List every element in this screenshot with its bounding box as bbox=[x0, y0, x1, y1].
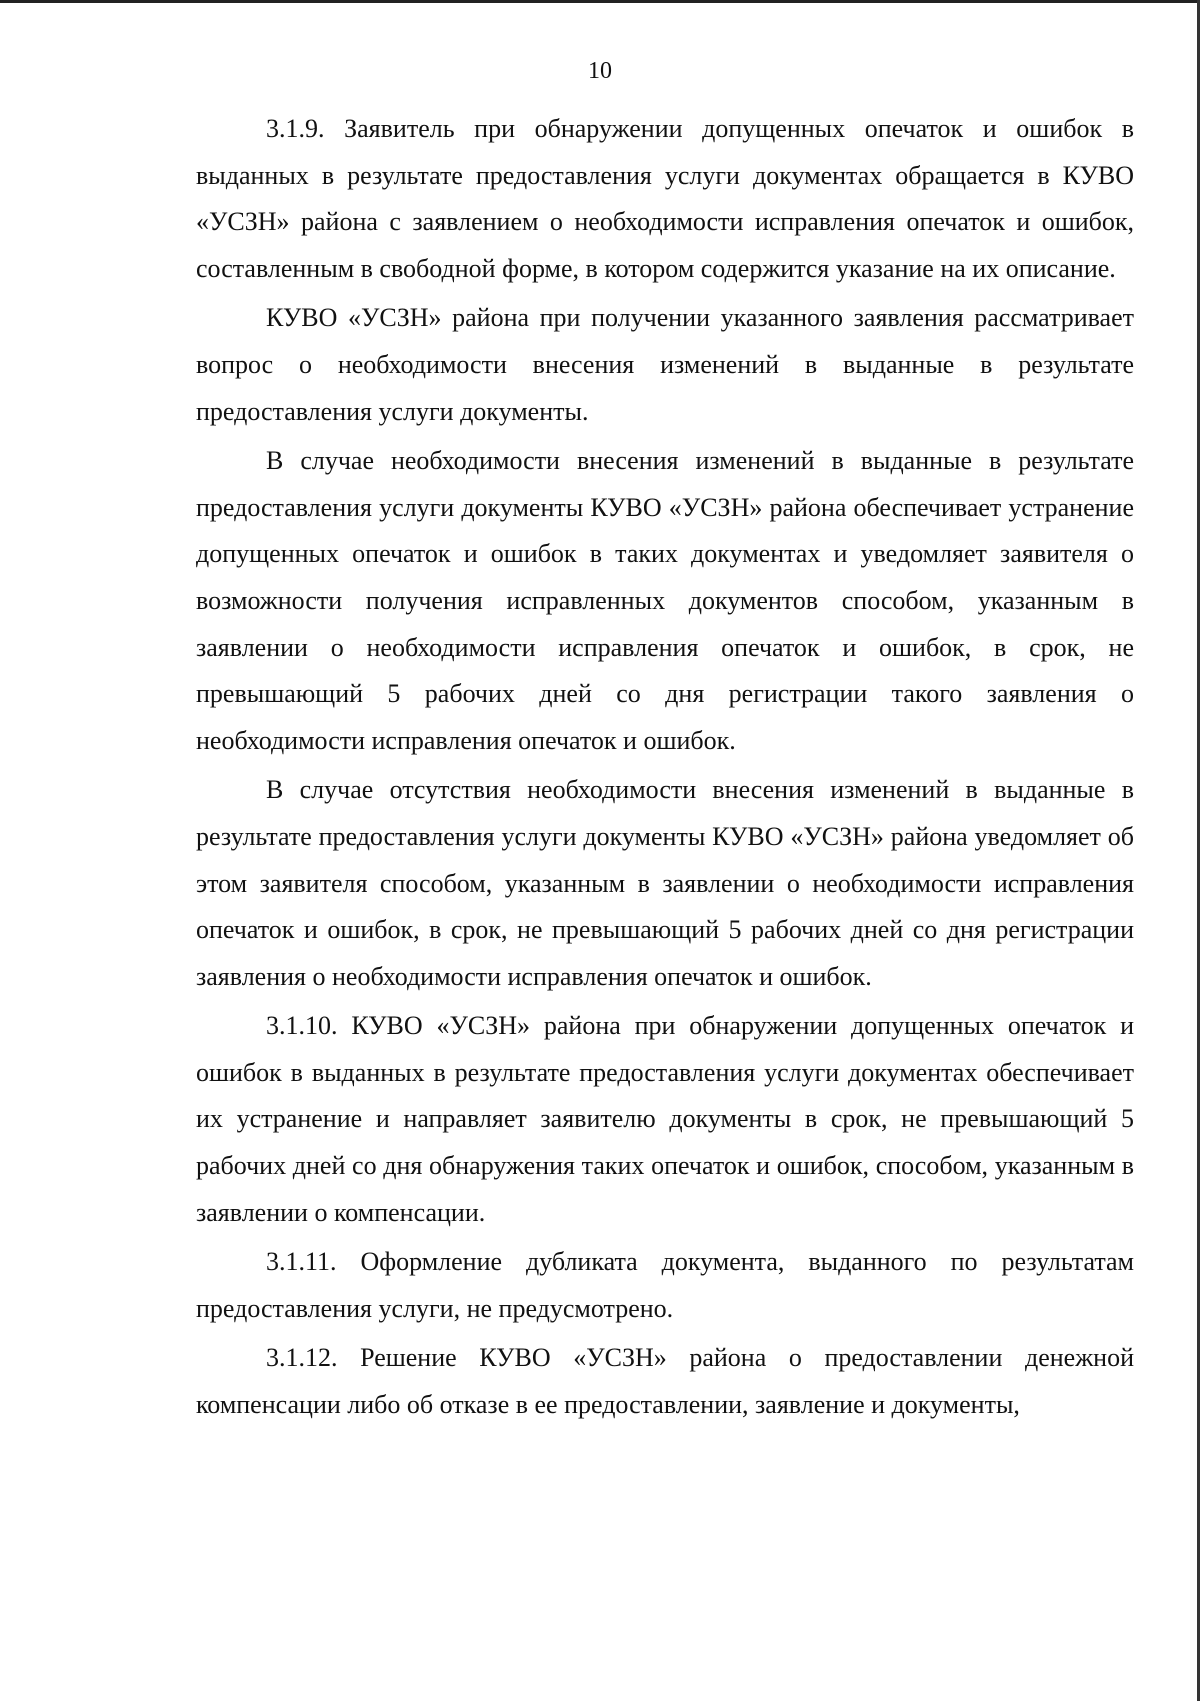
paragraph-review: КУВО «УСЗН» района при получении указанного заявления рассматривает вопрос о необходимости внесения изменений в выданные в результате предоставления услуги документы. bbox=[196, 303, 1134, 426]
paragraph-3-1-10: 3.1.10. КУВО «УСЗН» района при обнаружении допущенных опечаток и ошибок в выданных в результате предоставления услуги документах обеспечивает их устранение и направляет заявителю документы в срок, не превышающий 5 рабочих дней со дня обнаружения таких опечаток и ошибок, способом, указанным в заявлении о компенсации. bbox=[196, 1011, 1134, 1227]
paragraph-no-correction-needed: В случае отсутствия необходимости внесения изменений в выданные в результате предоставления услуги документы КУВО «УСЗН» района уведомляет об этом заявителя способом, указанным в заявлении о необходимости исправления опечаток и ошибок, в срок, не превышающий 5 рабочих дней со дня регистрации заявления о необходимости исправления опечаток и ошибок. bbox=[196, 775, 1134, 991]
document-body bbox=[196, 106, 1134, 1432]
paragraph-correction-needed: В случае необходимости внесения изменений в выданные в результате предоставления услуги документы КУВО «УСЗН» района обеспечивает устранение допущенных опечаток и ошибок в таких документах и уведомляет заявителя о возможности получения исправленных документов способом, указанным в заявлении о необходимости исправления опечаток и ошибок, в срок, не превышающий 5 рабочих дней со дня регистрации такого заявления о необходимости исправления опечаток и ошибок. bbox=[196, 446, 1134, 755]
paragraph-3-1-9: 3.1.9. Заявитель при обнаружении допущенных опечаток и ошибок в выданных в результате предоставления услуги документах обращается в КУВО «УСЗН» района с заявлением о необходимости исправления опечаток и ошибок, составленным в свободной форме, в котором содержится указание на их описание. bbox=[196, 114, 1134, 283]
paragraph-3-1-11: 3.1.11. Оформление дубликата документа, выданного по результатам предоставления услуги, не предусмотрено. bbox=[196, 1247, 1134, 1323]
page-number: 10 bbox=[588, 58, 612, 84]
paragraph-3-1-12: 3.1.12. Решение КУВО «УСЗН» района о предоставлении денежной компенсации либо об отказе в ее предоставлении, заявление и документы, bbox=[196, 1343, 1134, 1420]
scan-edge-top bbox=[0, 0, 1200, 3]
